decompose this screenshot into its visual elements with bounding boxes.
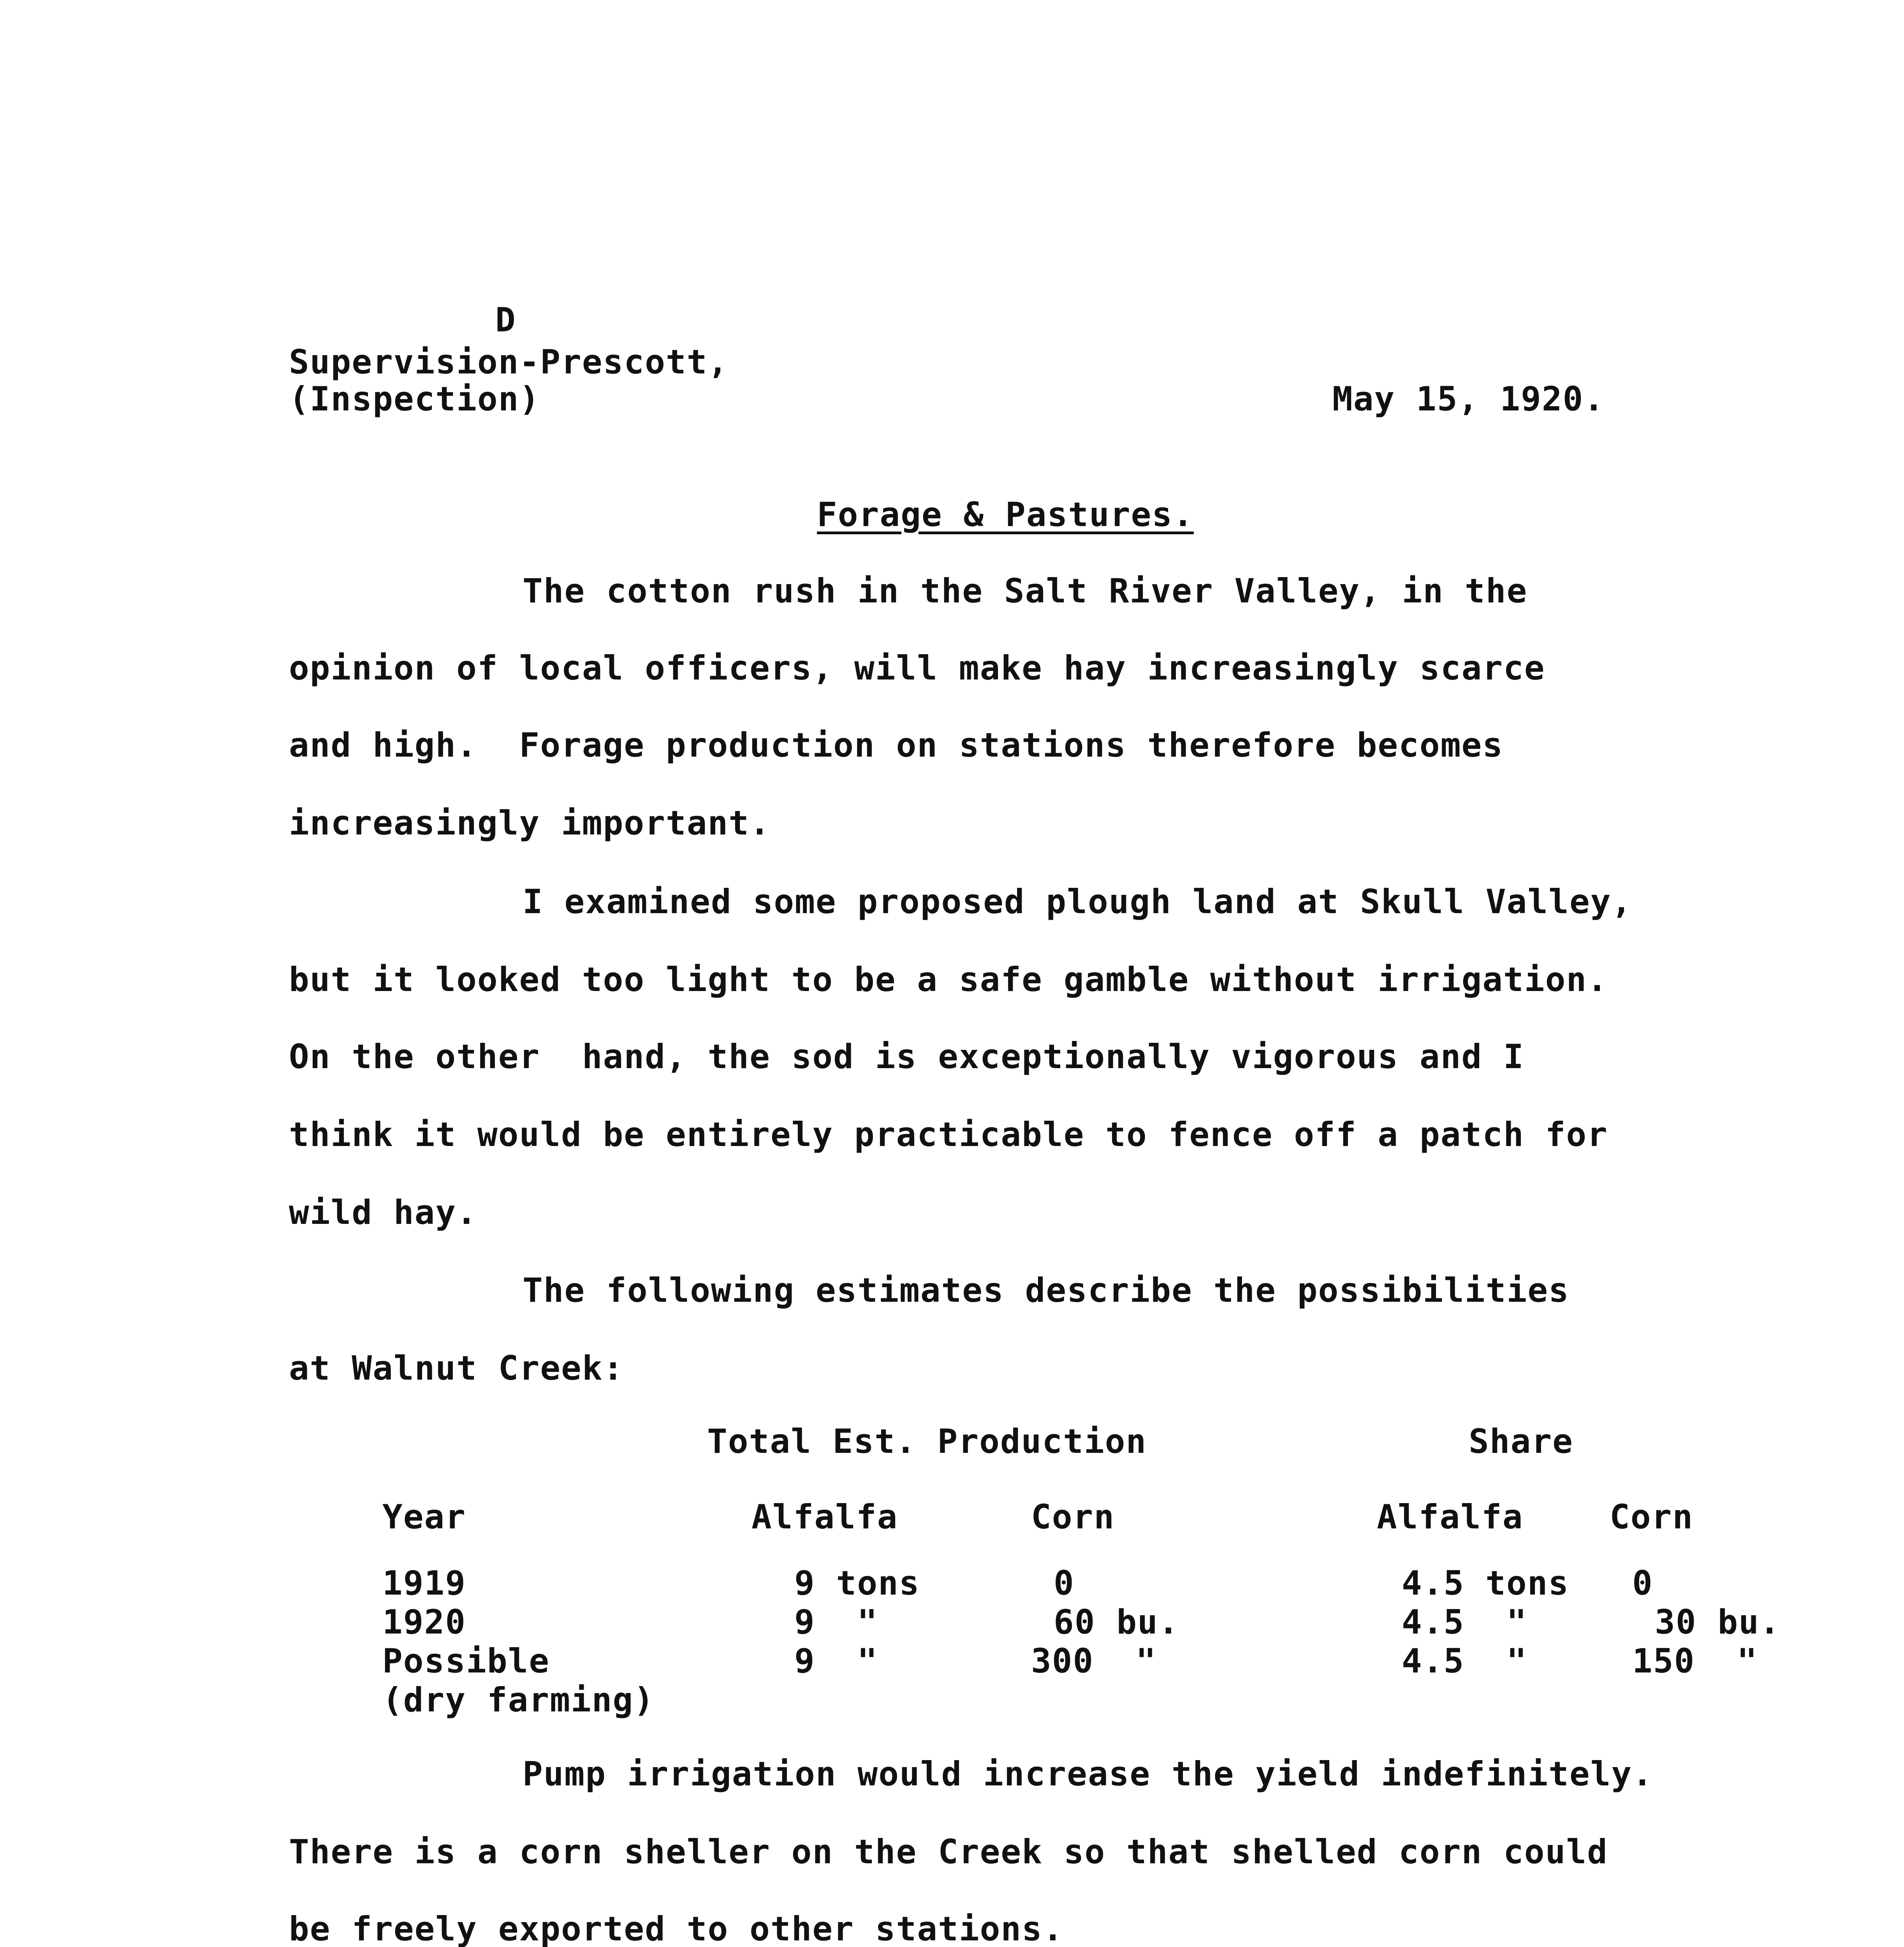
paragraph-line: There is a corn sheller on the Creek so that shelled corn could xyxy=(289,1833,1608,1871)
table-cell-alfalfa: 9 " xyxy=(794,1603,878,1642)
paragraph-line: The cotton rush in the Salt River Valley, in the xyxy=(523,572,1528,611)
table-cell-share-alfalfa: 4.5 " xyxy=(1402,1603,1527,1642)
paragraph-line: but it looked too light to be a safe gamble without irrigation. xyxy=(289,960,1608,999)
table-cell-corn: 0 xyxy=(1054,1564,1075,1603)
table-cell-year: 1919 xyxy=(382,1564,466,1603)
table-cell-year: Possible xyxy=(382,1642,550,1681)
table-header-year: Year xyxy=(382,1498,466,1537)
table-cell-share-corn: 30 bu. xyxy=(1655,1603,1781,1642)
paragraph-line: Pump irrigation would increase the yield indefinitely. xyxy=(523,1755,1653,1794)
table-group-header-total: Total Est. Production xyxy=(707,1422,1147,1461)
table-cell-year: 1920 xyxy=(382,1603,466,1642)
document-title: Forage & Pastures. xyxy=(817,495,1194,534)
table-header-corn: Corn xyxy=(1031,1498,1115,1537)
paragraph-line: I examined some proposed plough land at Skull Valley, xyxy=(523,882,1633,921)
paragraph-line: opinion of local officers, will make hay increasingly scarce xyxy=(289,649,1545,688)
paragraph-line: On the other hand, the sod is exceptionally vigorous and I xyxy=(289,1037,1524,1076)
table-cell-year-note: (dry farming) xyxy=(382,1681,655,1720)
document-marker: D xyxy=(495,301,516,340)
table-cell-alfalfa: 9 " xyxy=(794,1642,878,1681)
table-cell-share-alfalfa: 4.5 tons xyxy=(1402,1564,1570,1603)
paragraph-line: wild hay. xyxy=(289,1193,477,1232)
table-group-header-share: Share xyxy=(1469,1422,1573,1461)
table-cell-share-corn: 150 " xyxy=(1632,1642,1758,1681)
table-cell-corn: 60 bu. xyxy=(1054,1603,1179,1642)
paragraph-line: and high. Forage production on stations therefore becomes xyxy=(289,726,1504,765)
table-cell-share-alfalfa: 4.5 " xyxy=(1402,1642,1527,1681)
table-header-share-alfalfa: Alfalfa xyxy=(1377,1498,1524,1537)
office-line-2: (Inspection) xyxy=(289,380,540,419)
paragraph-line: increasingly important. xyxy=(289,804,771,843)
table-cell-alfalfa: 9 tons xyxy=(794,1564,920,1603)
paragraph-line: The following estimates describe the possibilities xyxy=(523,1271,1570,1310)
letter-date: May 15, 1920. xyxy=(1332,380,1605,419)
table-header-alfalfa: Alfalfa xyxy=(751,1498,898,1537)
paragraph-line: at Walnut Creek: xyxy=(289,1349,624,1388)
office-line-1: Supervision-Prescott, xyxy=(289,343,729,382)
paragraph-line: be freely exported to other stations. xyxy=(289,1910,1064,1947)
table-cell-share-corn: 0 xyxy=(1632,1564,1653,1603)
table-cell-corn: 300 " xyxy=(1031,1642,1157,1681)
paragraph-line: think it would be entirely practicable to fence off a patch for xyxy=(289,1115,1608,1154)
table-header-share-corn: Corn xyxy=(1610,1498,1694,1537)
